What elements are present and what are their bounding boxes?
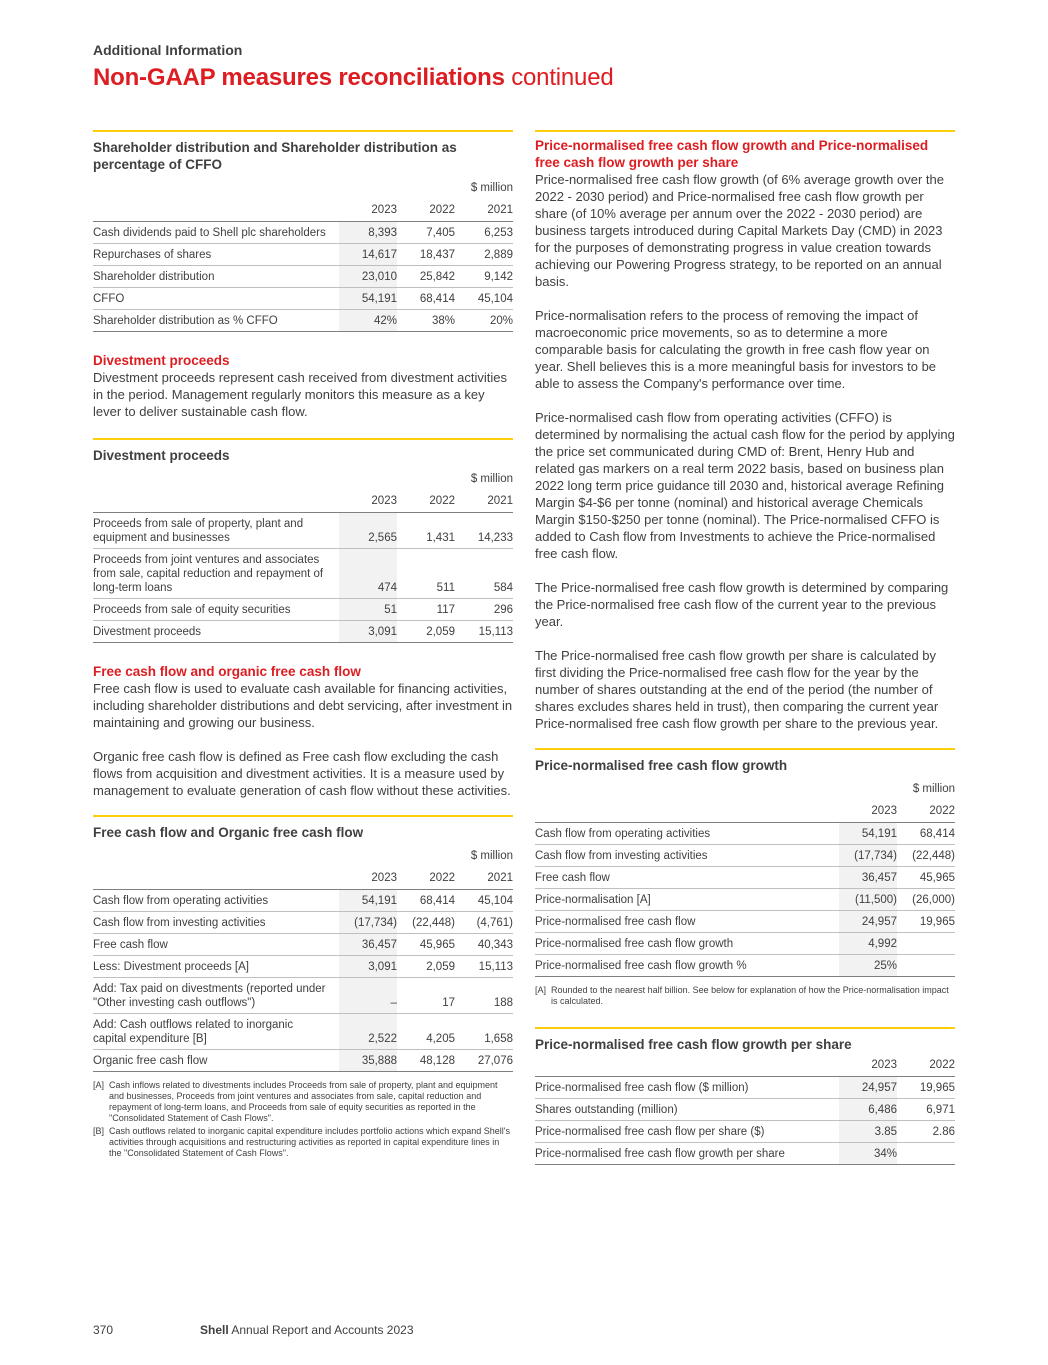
cell: 17	[397, 978, 455, 1014]
row-label: Repurchases of shares	[93, 244, 339, 266]
cell: 24,957	[839, 911, 897, 933]
page-title-main: Non-GAAP measures reconciliations	[93, 64, 505, 91]
row-label: Proceeds from sale of property, plant and equipment and businesses	[93, 513, 339, 549]
cell: 2,059	[397, 956, 455, 978]
table-row	[535, 889, 955, 911]
cell: 14,233	[455, 513, 513, 549]
cell: 4,992	[839, 933, 897, 955]
paragraph: Divestment proceeds represent cash received from divestment activities in the period. Management regularly monitors this measure as a key lever to deliver sustainable cash flow.	[93, 370, 508, 419]
row-label: Organic free cash flow	[93, 1050, 339, 1072]
row-label: Free cash flow	[535, 867, 839, 889]
unit-label: $ million	[470, 473, 513, 485]
table-row	[93, 599, 513, 621]
cell: 2.86	[897, 1121, 955, 1143]
price-normalised-fcf-growth-table-block	[535, 748, 955, 977]
cell: 36,457	[839, 867, 897, 889]
cell: 14,617	[339, 244, 397, 266]
cell: 45,965	[397, 934, 455, 956]
row-label: Cash flow from investing activities	[93, 912, 339, 934]
paragraph: Price-normalisation refers to the process of removing the impact of macroeconomic price movements, so as to determine a more comparable basis for calculating the growth in free cash flow year on year. Shell believes this is a more meaningful basis for investors to be able to assess the Company's performance over time.	[535, 308, 937, 391]
cell: 54,191	[339, 288, 397, 310]
row-label: CFFO	[93, 288, 339, 310]
table-row	[535, 1143, 955, 1165]
table-title: Divestment proceeds	[93, 448, 230, 463]
table-row	[93, 956, 513, 978]
unit-label: $ million	[912, 783, 955, 795]
page-footer	[93, 1323, 414, 1337]
cell: 51	[339, 599, 397, 621]
year-header: 2022	[397, 198, 455, 222]
year-header: 2022	[897, 1053, 955, 1077]
cell: 20%	[455, 310, 513, 332]
cell: 18,437	[397, 244, 455, 266]
table-row	[93, 912, 513, 934]
table-row	[93, 890, 513, 912]
year-header: 2022	[397, 489, 455, 513]
table-row	[93, 1014, 513, 1050]
cell: 117	[397, 599, 455, 621]
page-number: 370	[93, 1323, 114, 1337]
divestment-proceeds-table-block	[93, 438, 513, 643]
year-header: 2023	[839, 1053, 897, 1077]
row-label: Shares outstanding (million)	[535, 1099, 839, 1121]
footnote-key: [A]	[535, 985, 547, 995]
right-column	[535, 130, 955, 1185]
row-label: Price-normalised free cash flow growth per share	[535, 1143, 839, 1165]
cell: (17,734)	[339, 912, 397, 934]
row-label: Add: Cash outflows related to inorganic capital expenditure [B]	[93, 1014, 339, 1050]
row-label: Cash flow from operating activities	[93, 890, 339, 912]
row-label: Cash dividends paid to Shell plc shareholders	[93, 222, 339, 244]
row-label: Price-normalised free cash flow	[535, 911, 839, 933]
cell: 54,191	[339, 890, 397, 912]
cell: 511	[397, 549, 455, 599]
section-heading: Free cash flow and organic free cash flow	[93, 664, 361, 679]
cell: (11,500)	[839, 889, 897, 911]
price-normalised-per-share-table-block	[535, 1027, 955, 1165]
year-header: 2021	[455, 489, 513, 513]
cell: 2,522	[339, 1014, 397, 1050]
row-label: Add: Tax paid on divestments (reported under "Other investing cash outflows")	[93, 978, 339, 1014]
table-row	[535, 933, 955, 955]
row-label: Price-normalisation [A]	[535, 889, 839, 911]
cell: 34%	[839, 1143, 897, 1165]
table-row	[535, 823, 955, 845]
table-row	[93, 310, 513, 332]
cell: 3,091	[339, 621, 397, 643]
cell: 9,142	[455, 266, 513, 288]
table-row	[93, 934, 513, 956]
paragraph: Price-normalised cash flow from operating activities (CFFO) is determined by normalising the actual cash flow for the period by applying the price set communicated during CMD of: Brent, Henry Hub and related gas markers on a real term 2022 basis, based on business plan 2022 long term price guidance till 2030 and, historical average Refining Margin $4-$6 per tonne (nominal) and historical average Chemicals Margin $150-$250 per tonne (nominal). The Price-normalised CFFO is added to Cash flow from Investments to achieve the Price-normalised free cash flow.	[535, 410, 955, 561]
footnote-key: [B]	[93, 1126, 105, 1136]
paragraph: Free cash flow is used to evaluate cash available for financing activities, including shareholder distributions and debt servicing, after investment in maintaining and growing our business.	[93, 681, 513, 730]
year-header: 2021	[455, 198, 513, 222]
table-row	[535, 911, 955, 933]
cell: 68,414	[397, 288, 455, 310]
section-label: Additional Information	[93, 42, 243, 58]
table-row	[93, 266, 513, 288]
page-title	[93, 64, 614, 92]
cell: 19,965	[897, 1077, 955, 1099]
footnote	[93, 1126, 513, 1159]
price-normalised-fcf-growth-table	[535, 774, 955, 977]
cell: (26,000)	[897, 889, 955, 911]
row-label: Proceeds from sale of equity securities	[93, 599, 339, 621]
table-row	[535, 1121, 955, 1143]
cell: 19,965	[897, 911, 955, 933]
footnote	[93, 1080, 513, 1124]
cell: 2,059	[397, 621, 455, 643]
row-label: Price-normalised free cash flow growth %	[535, 955, 839, 977]
cell: 474	[339, 549, 397, 599]
unit-label: $ million	[470, 182, 513, 194]
cell: (22,448)	[897, 845, 955, 867]
row-label: Price-normalised free cash flow per share ($)	[535, 1121, 839, 1143]
cell: 68,414	[897, 823, 955, 845]
cell	[897, 1143, 955, 1165]
year-header: 2021	[455, 866, 513, 890]
price-normalised-per-share-table	[535, 1053, 955, 1165]
footnote-text: Cash inflows related to divestments includes Proceeds from sale of property, plant and equipment and businesses, Proceeds from joint ventures and associates from sale, capital reduction and repayment of long-term loans, and Proceeds from sale of equity securities as reported in the "Consolidated Statement of Cash Flows".	[109, 1080, 498, 1123]
cell: 40,343	[455, 934, 513, 956]
table-row	[93, 549, 513, 599]
row-label: Shareholder distribution	[93, 266, 339, 288]
table-row	[93, 222, 513, 244]
cell: 48,128	[397, 1050, 455, 1072]
price-normalised-section	[535, 130, 955, 732]
divestment-proceeds-table	[93, 464, 513, 643]
document-title: Annual Report and Accounts 2023	[231, 1323, 414, 1337]
shareholder-distribution-table	[93, 173, 513, 332]
cell: 6,486	[839, 1099, 897, 1121]
free-cash-flow-section	[93, 663, 513, 799]
row-label: Price-normalised free cash flow ($ million)	[535, 1077, 839, 1099]
table-row	[93, 288, 513, 310]
table-row	[535, 1077, 955, 1099]
cell: 36,457	[339, 934, 397, 956]
cell: 6,253	[455, 222, 513, 244]
row-label: Cash flow from operating activities	[535, 823, 839, 845]
cell: 42%	[339, 310, 397, 332]
year-header: 2023	[339, 866, 397, 890]
table-title: Price-normalised free cash flow growth per share	[535, 1037, 852, 1052]
cell: 8,393	[339, 222, 397, 244]
cell: 27,076	[455, 1050, 513, 1072]
cell: 7,405	[397, 222, 455, 244]
cell	[897, 955, 955, 977]
paragraph: Price-normalised free cash flow growth (of 6% average growth over the 2022 - 2030 period) and Price-normalised free cash flow growth per share (of 10% average per annum over the 2022 - 2030 period) are business targets introduced during Capital Markets Day (CMD) in 2023 for the purposes of demonstrating progress in value creation towards achieving our Powering Progress strategy, to be reported on an annual basis.	[535, 172, 944, 289]
paragraph: Organic free cash flow is defined as Free cash flow excluding the cash flows from acquisition and divestment activities. It is a measure used by management to evaluate generation of cash flow without these activities.	[93, 749, 511, 798]
row-label: Free cash flow	[93, 934, 339, 956]
cell: 188	[455, 978, 513, 1014]
table-row	[535, 867, 955, 889]
cell: 45,104	[455, 288, 513, 310]
year-header: 2023	[339, 198, 397, 222]
cell: –	[339, 978, 397, 1014]
table-title: Shareholder distribution and Shareholder distribution as percentage of CFFO	[93, 140, 457, 172]
cell: 2,889	[455, 244, 513, 266]
footnote	[535, 985, 955, 1007]
table-row	[93, 1050, 513, 1072]
row-label: Divestment proceeds	[93, 621, 339, 643]
year-header: 2022	[897, 799, 955, 823]
footnote-text: Cash outflows related to inorganic capital expenditure includes portfolio actions which expand Shell's activities through acquisitions and restructuring activities as reported in capital expenditure lines in the "Consolidated Statement of Cash Flows".	[109, 1126, 510, 1158]
cell: 68,414	[397, 890, 455, 912]
cell: 15,113	[455, 621, 513, 643]
cell: 3,091	[339, 956, 397, 978]
footnote-key: [A]	[93, 1080, 105, 1090]
cell: 1,658	[455, 1014, 513, 1050]
year-header: 2022	[397, 866, 455, 890]
cell: (22,448)	[397, 912, 455, 934]
cell: (17,734)	[839, 845, 897, 867]
row-label: Cash flow from investing activities	[535, 845, 839, 867]
row-label: Shareholder distribution as % CFFO	[93, 310, 339, 332]
cell: 38%	[397, 310, 455, 332]
table-row	[93, 244, 513, 266]
table-row	[93, 978, 513, 1014]
cell: 296	[455, 599, 513, 621]
unit-label: $ million	[470, 850, 513, 862]
table-row	[535, 1099, 955, 1121]
table-row	[93, 513, 513, 549]
table-title: Free cash flow and Organic free cash flow	[93, 825, 364, 840]
table-title: Price-normalised free cash flow growth	[535, 758, 788, 773]
brand-name: Shell	[200, 1323, 229, 1337]
cell: 4,205	[397, 1014, 455, 1050]
row-label: Price-normalised free cash flow growth	[535, 933, 839, 955]
cell: 1,431	[397, 513, 455, 549]
paragraph: The Price-normalised free cash flow growth per share is calculated by first dividing the Price-normalised free cash flow for the year by the number of shares outstanding at the end of the period (the number of shares excludes shares held in trust), then comparing the current year Price-normalised free cash flow growth per share to the previous year.	[535, 648, 939, 731]
cell: (4,761)	[455, 912, 513, 934]
cell: 584	[455, 549, 513, 599]
cell: 6,971	[897, 1099, 955, 1121]
table-row	[535, 955, 955, 977]
cell: 24,957	[839, 1077, 897, 1099]
table-row	[535, 845, 955, 867]
cell: 25,842	[397, 266, 455, 288]
row-label: Less: Divestment proceeds [A]	[93, 956, 339, 978]
left-column	[93, 130, 513, 1159]
section-heading: Price-normalised free cash flow growth and Price-normalised free cash flow growth per share	[535, 138, 929, 170]
divestment-section	[93, 352, 513, 420]
cell: 54,191	[839, 823, 897, 845]
cell: 15,113	[455, 956, 513, 978]
cell	[897, 933, 955, 955]
table-row	[93, 621, 513, 643]
page-title-suffix: continued	[511, 64, 614, 91]
free-cash-flow-table-block	[93, 815, 513, 1072]
cell: 3.85	[839, 1121, 897, 1143]
cell: 23,010	[339, 266, 397, 288]
cell: 45,104	[455, 890, 513, 912]
paragraph: The Price-normalised free cash flow growth is determined by comparing the Price-normalised free cash flow of the current year to the previous year.	[535, 580, 949, 629]
cell: 2,565	[339, 513, 397, 549]
cell: 45,965	[897, 867, 955, 889]
cell: 35,888	[339, 1050, 397, 1072]
year-header: 2023	[839, 799, 897, 823]
year-header: 2023	[339, 489, 397, 513]
section-heading: Divestment proceeds	[93, 353, 230, 368]
row-label: Proceeds from joint ventures and associates from sale, capital reduction and repayment of long-term loans	[93, 549, 339, 599]
footnote-text: Rounded to the nearest half billion. See below for explanation of how the Price-normalisation impact is calculated.	[551, 985, 949, 1006]
free-cash-flow-table	[93, 841, 513, 1072]
shareholder-distribution-table-block	[93, 130, 513, 332]
cell: 25%	[839, 955, 897, 977]
